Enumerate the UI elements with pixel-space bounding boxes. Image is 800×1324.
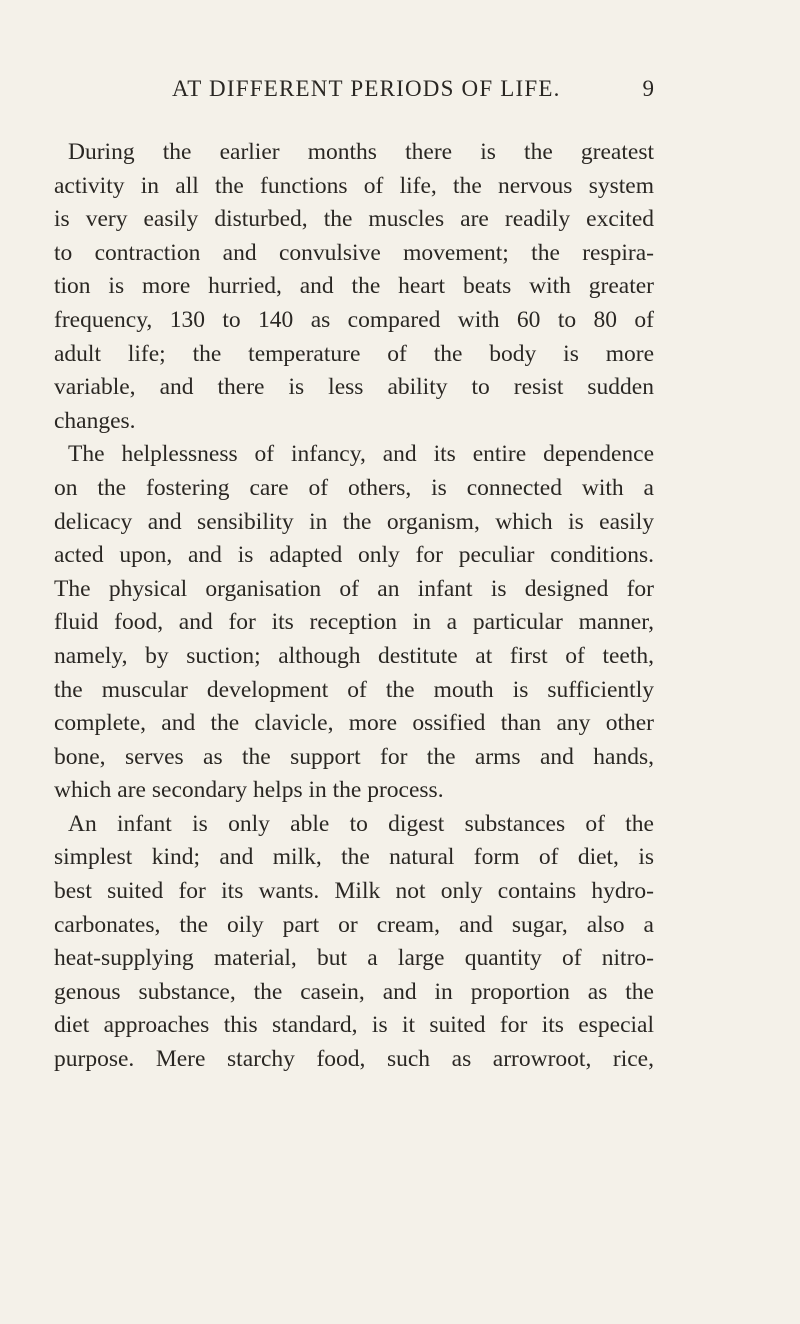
text-line: variable, and there is less ability to resist sudden xyxy=(54,374,654,401)
text-line: delicacy and sensibility in the organism, which is easily xyxy=(54,508,654,535)
text-line: During the earlier months there is the greatest xyxy=(68,139,654,165)
text-line: frequency, 130 to 140 as compared with 60 to 80 of xyxy=(54,306,654,333)
text-line: to contraction and convulsive movement; the respira- xyxy=(54,239,654,266)
text-line: simplest kind; and milk, the natural form of diet, is xyxy=(54,844,654,871)
text-line: diet approaches this standard, is it suited for its especial xyxy=(54,1012,654,1039)
text-line: purpose. Mere starchy food, such as arrowroot, rice, xyxy=(54,1046,654,1073)
text-line: tion is more hurried, and the heart beats with greater xyxy=(54,273,654,300)
text-line: fluid food, and for its reception in a particular manner, xyxy=(54,609,654,636)
text-line: the muscular development of the mouth is sufficiently xyxy=(54,676,654,703)
text-line: acted upon, and is adapted only for peculiar conditions. xyxy=(54,542,654,569)
text-line: namely, by suction; although destitute at first of teeth, xyxy=(54,642,654,669)
text-line: is very easily disturbed, the muscles are readily excited xyxy=(54,206,654,233)
text-line: The helplessness of infancy, and its entire dependence xyxy=(68,441,654,468)
text-line: The physical organisation of an infant is designed for xyxy=(54,575,654,602)
running-header xyxy=(60,76,654,110)
page-number: 9 xyxy=(642,76,654,101)
text-line: on the fostering care of others, is connected with a xyxy=(54,474,654,501)
text-line: changes. xyxy=(54,407,136,434)
text-line: genous substance, the casein, and in proportion as the xyxy=(54,978,654,1005)
running-title: AT DIFFERENT PERIODS OF LIFE. xyxy=(172,76,561,101)
text-line: carbonates, the oily part or cream, and sugar, also a xyxy=(54,911,654,938)
text-line: best suited for its wants. Milk not only contains hydro- xyxy=(54,878,654,905)
text-line: adult life; the temperature of the body is more xyxy=(54,340,654,367)
text-line: heat-supplying material, but a large quantity of nitro- xyxy=(54,945,654,972)
text-line: which are secondary helps in the process. xyxy=(54,777,444,804)
text-line: activity in all the functions of life, the nervous system xyxy=(54,172,654,199)
body-text xyxy=(54,136,654,1077)
text-line: bone, serves as the support for the arms and hands, xyxy=(54,743,654,770)
text-line: An infant is only able to digest substances of the xyxy=(68,810,654,837)
text-line: complete, and the clavicle, more ossified than any other xyxy=(54,710,654,737)
